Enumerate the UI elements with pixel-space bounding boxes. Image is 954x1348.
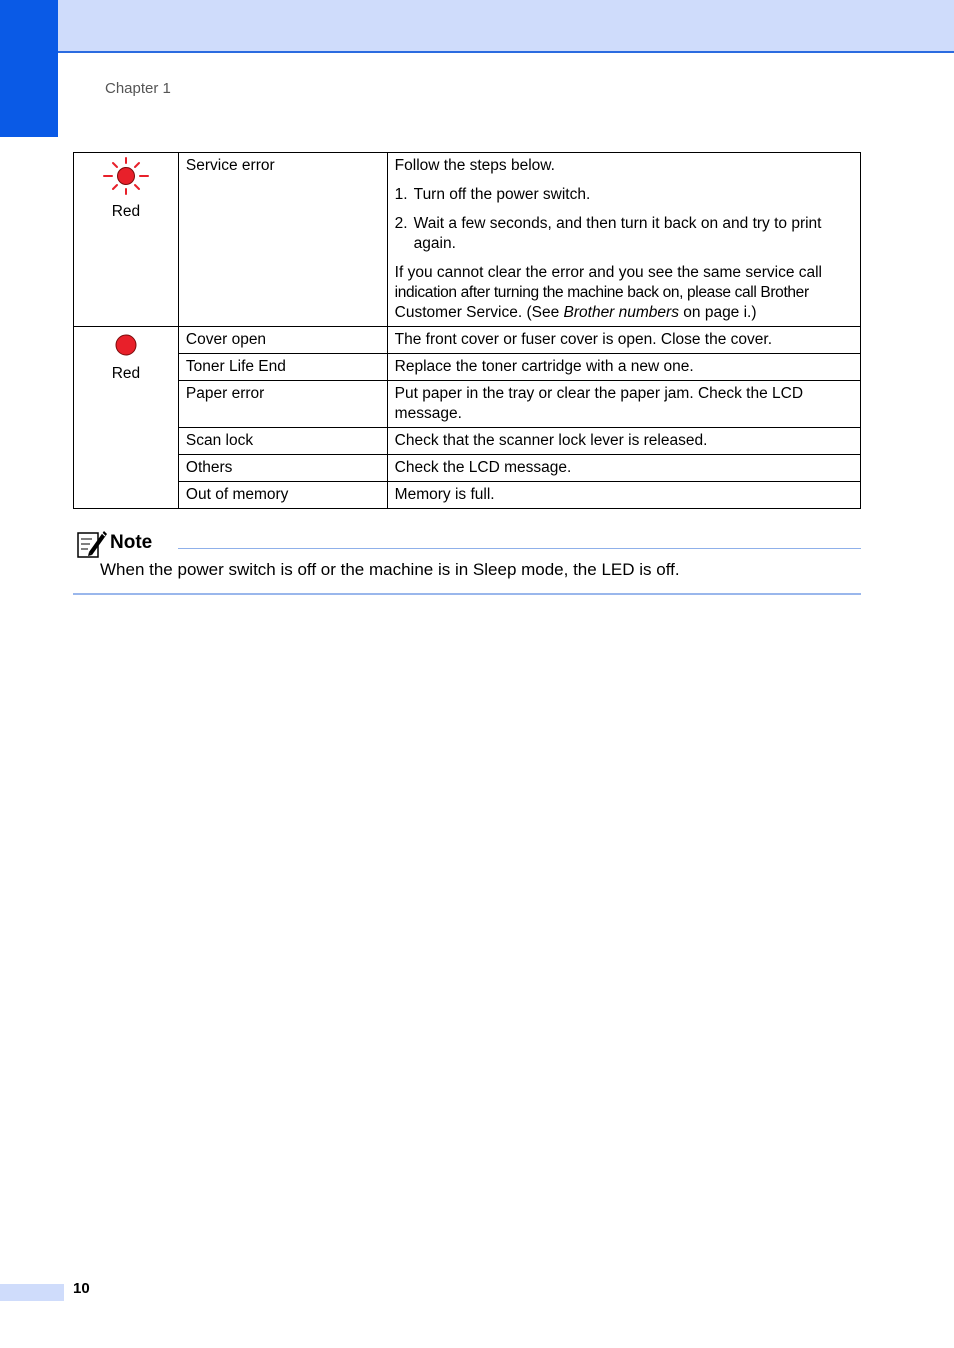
table-row (74, 354, 861, 381)
status-cell: Toner Life End (178, 354, 387, 381)
note-box (73, 526, 861, 595)
status-cell: Paper error (178, 381, 387, 428)
status-cell: Cover open (178, 327, 387, 354)
status-cell: Scan lock (178, 428, 387, 455)
paragraph-line: If you cannot clear the error and you see the same service call (394, 264, 823, 281)
led-red-blinking-icon (102, 156, 150, 196)
led-cell (74, 153, 179, 327)
table-row (74, 327, 861, 354)
chapter-label: Chapter 1 (105, 80, 171, 97)
page-number-band (0, 1284, 64, 1301)
table-row (74, 153, 861, 327)
page-number: 10 (73, 1280, 90, 1297)
note-divider (178, 548, 861, 549)
led-cell (74, 327, 179, 509)
action-cell: Check the LCD message. (387, 455, 860, 482)
status-cell: Out of memory (178, 482, 387, 509)
led-status-table (73, 152, 861, 509)
step-text: Turn off the power switch. (413, 186, 591, 203)
step-item (395, 185, 853, 205)
reference-link-text: Brother numbers (563, 304, 679, 321)
action-cell (387, 153, 860, 327)
led-color-label: Red (111, 203, 141, 220)
header-band (0, 0, 954, 53)
step-number: 2. (394, 215, 408, 232)
table-row (74, 482, 861, 509)
note-title: Note (110, 532, 153, 553)
step-number: 1. (394, 186, 408, 203)
note-text: When the power switch is off or the machine is in Sleep mode, the LED is off. (100, 560, 680, 579)
table-row (74, 428, 861, 455)
step-item (395, 214, 853, 254)
table-row (74, 455, 861, 482)
action-intro: Follow the steps below. (394, 157, 555, 174)
chapter-tab (0, 0, 58, 137)
paragraph-line: Customer Service. (See Brother numbers on page i.) (394, 304, 757, 321)
action-cell: Memory is full. (387, 482, 860, 509)
status-cell: Others (178, 455, 387, 482)
paragraph-line: indication after turning the machine back on, please call Brother (394, 284, 809, 301)
table-row (74, 381, 861, 428)
action-cell: The front cover or fuser cover is open. Close the cover. (387, 327, 860, 354)
note-pencil-icon (76, 527, 108, 559)
action-cell: Replace the toner cartridge with a new one. (387, 354, 860, 381)
action-cell: Put paper in the tray or clear the paper jam. Check the LCD message. (387, 381, 860, 428)
step-text: Wait a few seconds, and then turn it back on and try to print again. (413, 215, 822, 252)
led-color-label: Red (111, 365, 141, 382)
led-red-solid-icon (102, 332, 150, 358)
action-paragraph (395, 263, 853, 323)
status-cell: Service error (178, 153, 387, 327)
action-cell: Check that the scanner lock lever is released. (387, 428, 860, 455)
